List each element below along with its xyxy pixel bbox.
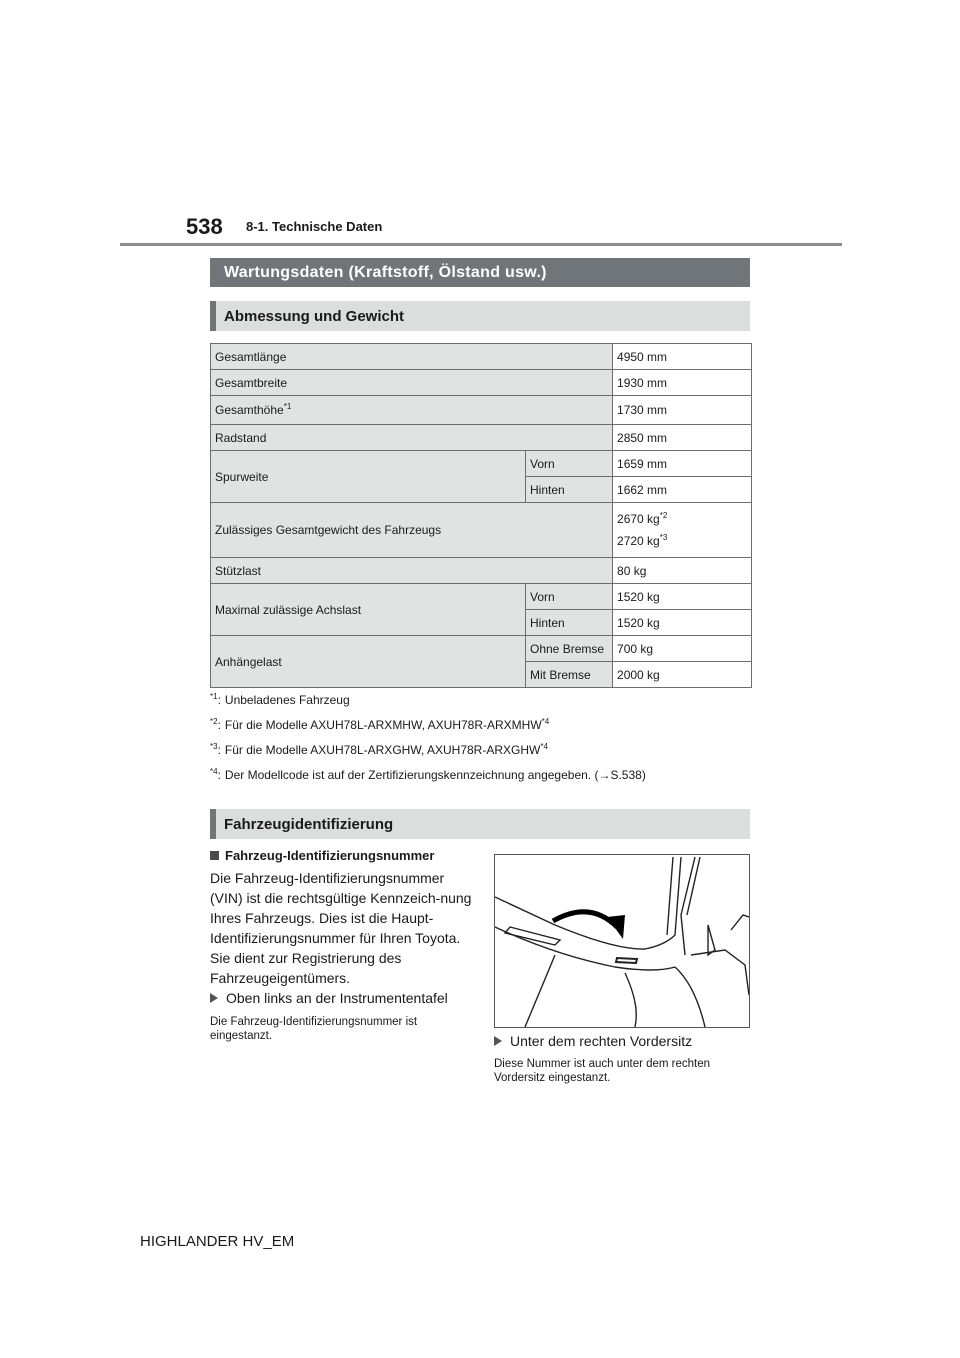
footnote: $^{*4}$: Der Modellcode ist auf der Zertifizierungskennzeichnung angegeben. (→S.538) bbox=[210, 767, 646, 782]
footnote-ref: *4 bbox=[540, 742, 548, 751]
footnote: $^{*3}$: Für die Modelle AXUH78L-ARXGHW, AXUH78R-ARXGHW$^{*4}$ bbox=[210, 742, 548, 757]
row-value: 1659 mm bbox=[613, 451, 752, 477]
label-text: Gesamthöhe bbox=[215, 403, 284, 417]
footnote-text: Für die Modelle AXUH78L-ARXGHW, AXUH78R-ARXGHW bbox=[224, 743, 541, 757]
table-row bbox=[211, 584, 752, 610]
row-label bbox=[211, 396, 613, 425]
subheading-text: Fahrzeug-Identifizierungsnummer bbox=[225, 848, 435, 863]
table-row bbox=[211, 396, 752, 425]
location-note-seat: Diese Nummer ist auch unter dem rechten Vordersitz eingestanzt. bbox=[494, 1058, 711, 1084]
footnote-ref: *3 bbox=[659, 533, 668, 542]
value-line bbox=[617, 508, 747, 530]
row-label: Zulässiges Gesamtgewicht des Fahrzeugs bbox=[211, 503, 613, 558]
row-value bbox=[613, 503, 752, 558]
location-bullet-seat bbox=[494, 1033, 692, 1049]
vin-description: Die Fahrzeug-Identifizierungsnummer (VIN) ist die rechtsgültige Kennzeich-nung Ihres Fahrzeugs. Dies ist die Haupt-Identifizierungsnummer für Ihren Toyota. Sie dient zur Registrierung des Fahrzeugeigentümers. bbox=[210, 870, 472, 986]
table-row bbox=[211, 370, 752, 396]
footnote-text: Der Modellcode ist auf der Zertifizierungskennzeichnung angegeben. (→S.538) bbox=[224, 768, 646, 782]
row-label: Gesamtlänge bbox=[211, 344, 613, 370]
header-divider bbox=[120, 243, 842, 246]
footnote-mark: *2 bbox=[210, 717, 218, 726]
sub-label: Hinten bbox=[526, 610, 613, 636]
table-row bbox=[211, 451, 752, 477]
footnote-mark: *3 bbox=[210, 742, 218, 751]
row-label: Radstand bbox=[211, 425, 613, 451]
bullet-text: Oben links an der Instrumententafel bbox=[226, 990, 448, 1006]
footnote-text: Unbeladenes Fahrzeug bbox=[224, 693, 350, 707]
footnote-ref: *4 bbox=[541, 717, 550, 726]
sub-label: Hinten bbox=[526, 477, 613, 503]
bullet-text: Unter dem rechten Vordersitz bbox=[510, 1033, 693, 1049]
subheading-vin bbox=[210, 848, 434, 863]
footnote: $^{*2}$: Für die Modelle AXUH78L-ARXMHW, AXUH78R-ARXMHW$^{*4}$ bbox=[210, 717, 550, 732]
value-text: 2670 kg bbox=[617, 512, 660, 526]
value-text: 2720 kg bbox=[617, 534, 660, 548]
table-row bbox=[211, 425, 752, 451]
footnote-mark: *1 bbox=[210, 692, 218, 701]
sub-label: Vorn bbox=[526, 584, 613, 610]
row-value: 1520 kg bbox=[613, 584, 752, 610]
location-note-dashboard: Die Fahrzeug-Identifizierungsnummer ist eingestanzt. bbox=[210, 1016, 418, 1042]
row-label: Gesamtbreite bbox=[211, 370, 613, 396]
vin-location-illustration bbox=[494, 854, 750, 1028]
windshield-dashboard-drawing bbox=[495, 855, 749, 1027]
footer-model-code: HIGHLANDER HV_EM bbox=[140, 1233, 295, 1250]
table-row bbox=[211, 636, 752, 662]
table-row bbox=[211, 558, 752, 584]
dimensions-table bbox=[210, 343, 752, 688]
footnote-ref: *2 bbox=[659, 511, 668, 520]
page-number: 538 bbox=[186, 214, 223, 239]
footnote-mark: *4 bbox=[210, 767, 218, 776]
row-label: Spurweite bbox=[211, 451, 526, 503]
sub-label: Vorn bbox=[526, 451, 613, 477]
square-bullet-icon bbox=[210, 851, 219, 860]
row-label: Maximal zulässige Achslast bbox=[211, 584, 526, 636]
row-value: 700 kg bbox=[613, 636, 752, 662]
footnote-text: Für die Modelle AXUH78L-ARXMHW, AXUH78R-ARXMHW bbox=[224, 718, 542, 732]
table-row bbox=[211, 344, 752, 370]
row-value: 1662 mm bbox=[613, 477, 752, 503]
chapter-title: 8-1. Technische Daten bbox=[246, 219, 383, 234]
triangle-bullet-icon bbox=[210, 993, 218, 1003]
sub-label: Ohne Bremse bbox=[526, 636, 613, 662]
row-value: 1520 kg bbox=[613, 610, 752, 636]
table-row bbox=[211, 503, 752, 558]
row-value: 80 kg bbox=[613, 558, 752, 584]
section-heading-dimensions: Abmessung und Gewicht bbox=[210, 301, 750, 331]
sub-label: Mit Bremse bbox=[526, 662, 613, 688]
row-value: 4950 mm bbox=[613, 344, 752, 370]
row-value: 2000 kg bbox=[613, 662, 752, 688]
row-value: 1930 mm bbox=[613, 370, 752, 396]
footnote-ref: *1 bbox=[283, 402, 292, 411]
main-section-banner: Wartungsdaten (Kraftstoff, Ölstand usw.) bbox=[210, 258, 750, 287]
footnote: $^{*1}$: Unbeladenes Fahrzeug bbox=[210, 692, 350, 707]
row-label: Stützlast bbox=[211, 558, 613, 584]
row-label: Anhängelast bbox=[211, 636, 526, 688]
location-bullet-dashboard bbox=[210, 990, 448, 1006]
triangle-bullet-icon bbox=[494, 1036, 502, 1046]
value-line bbox=[617, 530, 747, 552]
section-heading-identification: Fahrzeugidentifizierung bbox=[210, 809, 750, 839]
row-value: 2850 mm bbox=[613, 425, 752, 451]
row-value: 1730 mm bbox=[613, 396, 752, 425]
